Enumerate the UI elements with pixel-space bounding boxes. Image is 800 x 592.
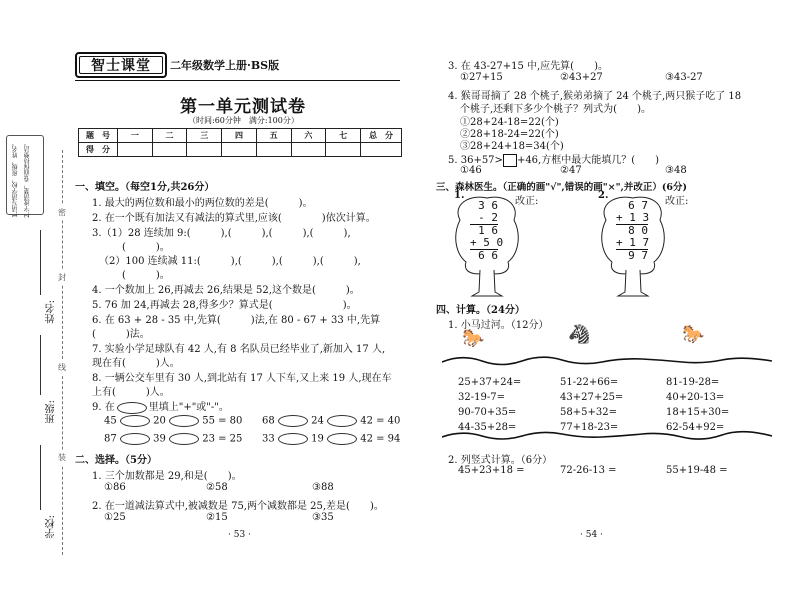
brand-logo [75,52,167,78]
book-title: 二年级数学上册·BS版 [170,59,280,72]
q9-num: 20 [153,415,166,427]
s1-q9-tail: 里填上"+"或"-"。 [148,402,229,413]
s2-q1: 1. 三个加数都是 29,和是( )。 [92,471,242,482]
score-cell: 题 号 [79,129,118,143]
header-divider [75,80,400,81]
s2-q5-opt[interactable]: ①46 [460,165,482,176]
vertical-calc-1 [470,199,504,262]
q9-num: 19 [311,433,324,445]
page-number-right: · 54 · [580,530,603,540]
s2-q4-opt[interactable]: ③28+24+18=34(个) [460,141,564,152]
class-field[interactable] [40,335,41,395]
q9-eq-4 [262,433,400,445]
vertical-item: 72-26-13 = [560,465,617,476]
s2-q1-opt[interactable]: ①86 [104,482,126,493]
calc-item: 58+5+32= [560,407,617,418]
s2-q4a: 4. 猴哥哥摘了 28 个桃子,猴弟弟摘了 24 个桃子,两只猴子吃了 18 [448,91,742,102]
section1-title: 一、填空。（每空1分,共26分） [75,182,215,193]
cloud-icon[interactable] [120,433,150,445]
s4-sub2: 2. 列竖式计算。（6分） [448,455,553,466]
cloud-icon[interactable] [327,433,357,445]
s2-q3-opt[interactable]: ③43-27 [665,72,703,83]
s2-q3: 3. 在 43-27+15 中,应先算( )。 [448,61,608,72]
s2-q4b: 个桃子,还剩下多少个桃子？列式为( )。 [460,104,651,115]
vertical-calc-2 [616,200,648,262]
q9-num: 55 = 80 [202,415,243,427]
section3-title: 三、森林医生。（正确的画"√",错误的画"×",并改正）(6分) [436,182,687,193]
s1-q9-lead: 9. 在 [92,402,115,413]
notice-line-2: 2.字迹清楚，卷面保持整洁。 [24,140,31,218]
horse-icon: 🐎 [462,328,485,349]
s1-q4: 4. 一个数加上 26,再减去 26,结果是 52,这个数是( )。 [92,285,360,296]
q9-num: 24 [311,415,324,427]
score-cell: 总 分 [361,129,402,143]
score-table [78,128,402,157]
school-label: 学校: [46,515,57,539]
q9-num: 68 [262,415,275,427]
s1-q8a: 8. 一辆公交车里有 30 人,到北站有 17 人下车,又上来 19 人,现在车 [92,373,392,384]
vertical-item: 55+19-48 = [666,465,728,476]
calc-line: + 5 0 [470,236,504,249]
score-input[interactable] [152,143,187,157]
q9-num: 39 [153,433,166,445]
calc-line: 1 6 [478,224,498,237]
s4-sub1: 1. 小马过河。（12分） [448,320,549,331]
calc-item: 25+37+24= [458,377,522,388]
s3-item1-correct: 改正: [515,196,539,207]
score-input[interactable] [326,143,361,157]
name-label: 姓名: [46,300,57,324]
school-field[interactable] [40,445,41,510]
calc-line: + 1 7 [616,236,650,249]
s1-q7a: 7. 实验小学足球队有 42 人,有 8 名队员已经毕业了,新加入 17 人, [92,344,386,355]
calc-line: 3 6 [478,199,498,212]
test-title: 第一单元测试卷 [180,97,306,117]
bind-char-3: 线 [58,360,66,375]
s1-q5: 5. 76 加 24,再减去 28,得多少？算式是( )。 [92,300,357,311]
s2-q2-opt[interactable]: ③35 [312,512,334,523]
score-input[interactable] [256,143,291,157]
calc-line: 6 7 [628,199,648,212]
score-input[interactable] [361,143,402,157]
notice-line-1: 1.请写清学校、班级、姓名。 [12,140,19,218]
calc-item: 51-22+66= [560,377,619,388]
s3-item1-num: 1. [454,190,465,201]
s1-q9 [92,398,229,414]
class-label: 班级: [46,400,57,424]
calc-line: 8 0 [628,224,648,237]
q9-num: 33 [262,433,275,445]
horse-icon: 🐎 [682,324,705,345]
score-input[interactable] [118,143,153,157]
cloud-icon[interactable] [120,415,150,427]
name-field[interactable] [40,230,41,295]
score-cell: 二 [152,129,187,143]
calc-item: 18+15+30= [666,407,730,418]
q9-eq-1 [104,415,242,427]
score-cell: 得 分 [79,143,118,157]
cloud-icon[interactable] [169,433,199,445]
s1-q3a: 3.（1）28 连续加 9:( ),( ),( ),( ), [92,228,351,239]
calc-line: 9 7 [628,249,648,262]
score-cell: 四 [222,129,257,143]
score-cell: 六 [291,129,326,143]
section4-title: 四、计算。（24分） [436,305,525,316]
score-input[interactable] [291,143,326,157]
student-notice [6,135,44,218]
calc-item: 77+18-23= [560,422,619,433]
s1-q1: 1. 最大的两位数和最小的两位数的差是( )。 [92,198,313,209]
q9-eq-3 [104,433,242,445]
s2-q1-opt[interactable]: ②58 [206,482,228,493]
q9-num: 42 = 40 [360,415,401,427]
score-cell: 一 [118,129,153,143]
brand-text: 智士课堂 [91,58,151,74]
bind-char-2: 封 [58,270,66,285]
s1-q6b: ( )法。 [92,329,150,340]
q9-num: 87 [104,433,117,445]
s2-q2-opt[interactable]: ①25 [104,512,126,523]
calc-item: 44-35+28= [458,422,517,433]
s2-q3-opt[interactable]: ②43+27 [560,72,603,83]
q9-num: 45 [104,415,117,427]
s1-q7b: 现在有( )人。 [92,358,180,369]
cloud-icon[interactable] [327,415,357,427]
s1-q6a: 6. 在 63 + 28 - 35 中,先算( )法,在 80 - 67 + 33 中,先算 [92,315,381,326]
calc-item: 32-19-7= [458,392,505,403]
q9-eq-2 [262,415,400,427]
cloud-icon[interactable] [278,433,308,445]
time-info: （时间:60分钟 满分:100分） [188,116,299,125]
cloud-icon[interactable] [169,415,199,427]
s1-q3b2: ( )。 [122,270,170,281]
section2-title: 二、选择。（5分） [75,455,157,466]
bind-char-1: 密 [58,205,66,220]
s2-q1-opt[interactable]: ③88 [312,482,334,493]
s2-q3-opt[interactable]: ①27+15 [460,72,503,83]
s2-q5-lead: 5. 36+57> [448,155,503,166]
s3-item2-num: 2. [598,190,609,201]
s2-q2-opt[interactable]: ②15 [206,512,228,523]
s2-q5-opt[interactable]: ③48 [665,165,687,176]
score-input[interactable] [187,143,222,157]
s2-q4-opt[interactable]: ①28+24-18=22(个) [460,117,559,128]
q9-num: 23 = 25 [202,433,243,445]
s2-q4-opt[interactable]: ②28+18-24=22(个) [460,129,559,140]
s1-q3b: （2）100 连续减 11:( ),( ),( ),( ), [99,256,361,267]
zebra-icon: 🦓 [568,324,591,345]
calc-item: 43+27+25= [560,392,624,403]
answer-box[interactable] [503,154,517,167]
calc-item: 40+20-13= [666,392,725,403]
score-header-row [79,129,402,143]
score-value-row [79,143,402,157]
s1-q8b: 上有( )人。 [92,387,170,398]
s1-q3a2: ( )。 [122,242,170,253]
calc-line: 6 6 [478,249,498,262]
cloud-icon [117,402,147,414]
calc-line: - 2 [478,211,498,224]
calc-item: 62-54+92= [666,422,725,433]
s1-q2: 2. 在一个既有加法又有减法的算式里,应该( )依次计算。 [92,213,376,224]
cloud-icon[interactable] [278,415,308,427]
q9-num: 42 = 94 [360,433,401,445]
s2-q5-opt[interactable]: ②47 [560,165,582,176]
vertical-item: 45+23+18 = [458,465,525,476]
score-cell: 五 [256,129,291,143]
score-input[interactable] [222,143,257,157]
s2-q2: 2. 在一道减法算式中,被减数是 75,两个减数都是 25,差是( )。 [92,501,384,512]
s3-item2-correct: 改正: [665,196,689,207]
score-cell: 七 [326,129,361,143]
calc-item: 81-19-28= [666,377,720,388]
page-54 [420,0,800,592]
s2-q5-tail: +46,方框中最大能填几？( ) [516,155,660,166]
page-number-left: · 53 · [228,530,251,540]
score-cell: 三 [187,129,222,143]
calc-line: + 1 3 [616,211,650,224]
bind-char-4: 装 [58,450,66,465]
calc-item: 90-70+35= [458,407,517,418]
